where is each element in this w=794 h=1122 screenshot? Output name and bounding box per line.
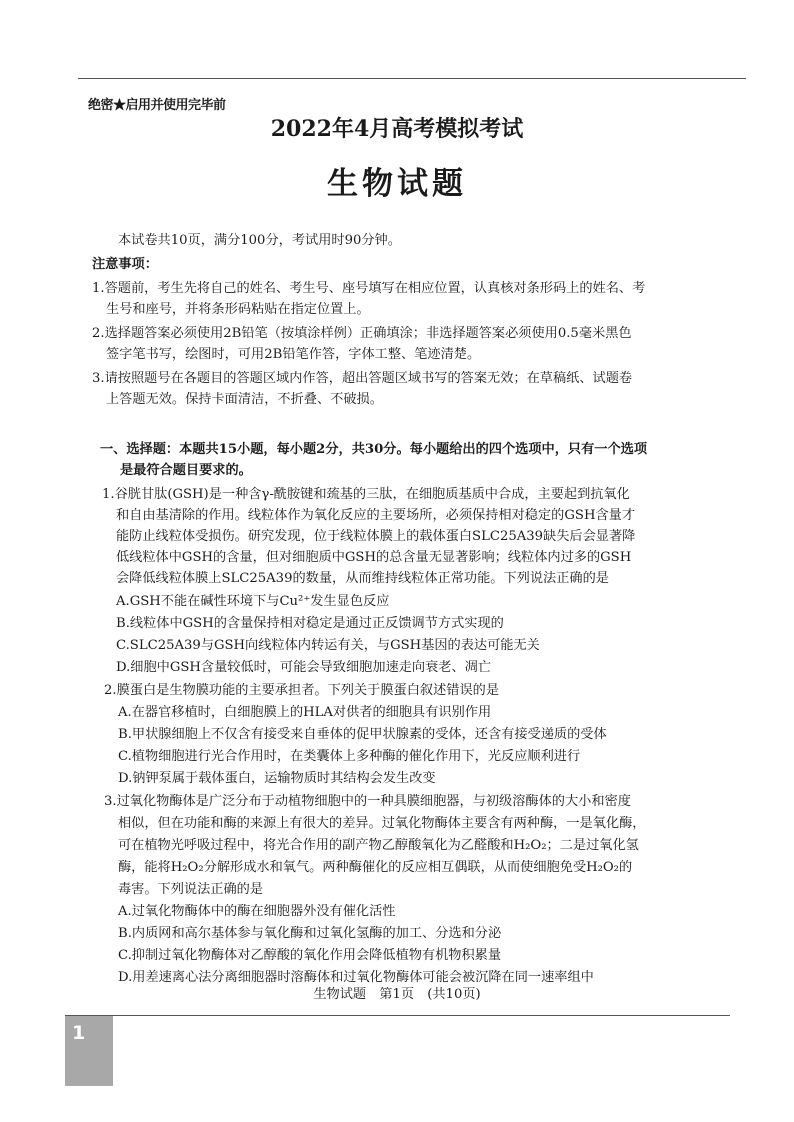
question-3-option-c: C.抑制过氧化物酶体对乙醇酸的氧化作用会降低植物有机物积累量 (118, 948, 502, 963)
question-3-stem: 酶，能将H₂O₂分解形成水和氧气。两种酶催化的反应相互偶联，从而使细胞免受H₂O₂的 (118, 860, 633, 875)
subject-title: 生物试题 (327, 166, 467, 202)
question-1-stem: 和自由基清除的作用。线粒体作为氧化反应的主要场所，必须保持相对稳定的GSH含量才 (116, 508, 636, 523)
question-1-option-c: C.SLC25A39与GSH向线粒体内转运有关，与GSH基因的表达可能无关 (116, 638, 540, 653)
question-3-option-a: A.过氧化物酶体中的酶在细胞器外没有催化活性 (118, 904, 396, 919)
section-heading: 一、选择题：本题共15小题，每小题2分，共30分。每小题给出的四个选项中，只有一个选项 (100, 442, 648, 457)
notice-item: 3.请按照题号在各题目的答题区域内作答，超出答题区域书写的答案无效；在草稿纸、试题卷 (92, 371, 633, 386)
question-1-option-d: D.细胞中GSH含量较低时，可能会导致细胞加速走向衰老、凋亡 (116, 660, 492, 675)
notice-item-cont: 生号和座号，并将条形码粘贴在指定位置上。 (106, 302, 370, 317)
question-3-stem: 可在植物光呼吸过程中，将光合作用的副产物乙醇酸氧化为乙醛酸和H₂O₂；二是过氧化氢 (118, 838, 639, 853)
question-2-option-b: B.甲状腺细胞上不仅含有接受来自垂体的促甲状腺素的受体，还含有接受递质的受体 (118, 727, 607, 742)
top-rule (78, 78, 746, 79)
exam-title: 2022年4月高考模拟考试 (270, 116, 524, 142)
section-heading-cont: 是最符合题目要求的。 (120, 463, 252, 478)
question-3-option-b: B.内质网和高尔基体参与氧化酶和过氧化氢酶的加工、分选和分泌 (118, 926, 502, 941)
question-3-stem: 3.过氧化物酶体是广泛分布于动植物细胞中的一种具膜细胞器，与初级溶酶体的大小和密度 (104, 794, 631, 809)
intro-text: 本试卷共10页，满分100分，考试用时90分钟。 (118, 233, 401, 248)
question-3-stem: 毒害。下列说法正确的是 (118, 882, 264, 897)
question-2-option-c: C.植物细胞进行光合作用时，在类囊体上多种酶的催化作用下，光反应顺利进行 (118, 749, 581, 764)
notice-item: 1.答题前，考生先将自己的姓名、考生号、座号填写在相应位置，认真核对条形码上的姓名、考 (92, 281, 646, 296)
question-1-option-a: A.GSH不能在碱性环境下与Cu²⁺发生显色反应 (116, 594, 390, 609)
bottom-rule (65, 1015, 730, 1016)
page-number-tab (65, 1016, 113, 1086)
question-1-option-b: B.线粒体中GSH的含量保持相对稳定是通过正反馈调节方式实现的 (116, 616, 504, 631)
secret-label: 绝密★启用并使用完毕前 (88, 98, 226, 113)
question-1-stem: 1.谷胱甘肽(GSH)是一种含γ-酰胺键和巯基的三肽，在细胞质基质中合成，主要起到抗氧化 (102, 487, 630, 502)
notice-heading: 注意事项： (92, 257, 158, 272)
question-1-stem: 会降低线粒体膜上SLC25A39的数量，从而维持线粒体正常功能。下列说法正确的是 (116, 571, 609, 586)
question-2-option-d: D.钠钾泵属于载体蛋白，运输物质时其结构会发生改变 (118, 771, 436, 786)
page-number: 1 (72, 1022, 86, 1044)
notice-item-cont: 签字笔书写，绘图时，可用2B铅笔作答，字体工整、笔迹清楚。 (106, 347, 481, 362)
question-1-stem: 能防止线粒体受损伤。研究发现，位于线粒体膜上的载体蛋白SLC25A39缺失后会显著降 (116, 529, 636, 544)
question-1-stem: 低线粒体中GSH的含量，但对细胞质中GSH的总含量无显著影响；线粒体内过多的GSH (116, 550, 632, 565)
notice-item: 2.选择题答案必须使用2B铅笔（按填涂样例）正确填涂；非选择题答案必须使用0.5毫米黑色 (92, 326, 632, 341)
question-3-stem: 相似，但在功能和酶的来源上有很大的差异。过氧化物酶体主要含有两种酶，一是氧化酶， (118, 816, 646, 831)
notice-item-cont: 上答题无效。保持卡面清洁，不折叠、不破损。 (106, 392, 383, 407)
question-3-option-d: D.用差速离心法分离细胞器时溶酶体和过氧化物酶体可能会被沉降在同一速率组中 (118, 970, 594, 985)
question-2-stem: 2.膜蛋白是生物膜功能的主要承担者。下列关于膜蛋白叙述错误的是 (104, 683, 500, 698)
page-footer: 生物试题 第1页 (共10页) (313, 987, 481, 1002)
question-2-option-a: A.在器官移植时，白细胞膜上的HLA对供者的细胞具有识别作用 (118, 705, 492, 720)
